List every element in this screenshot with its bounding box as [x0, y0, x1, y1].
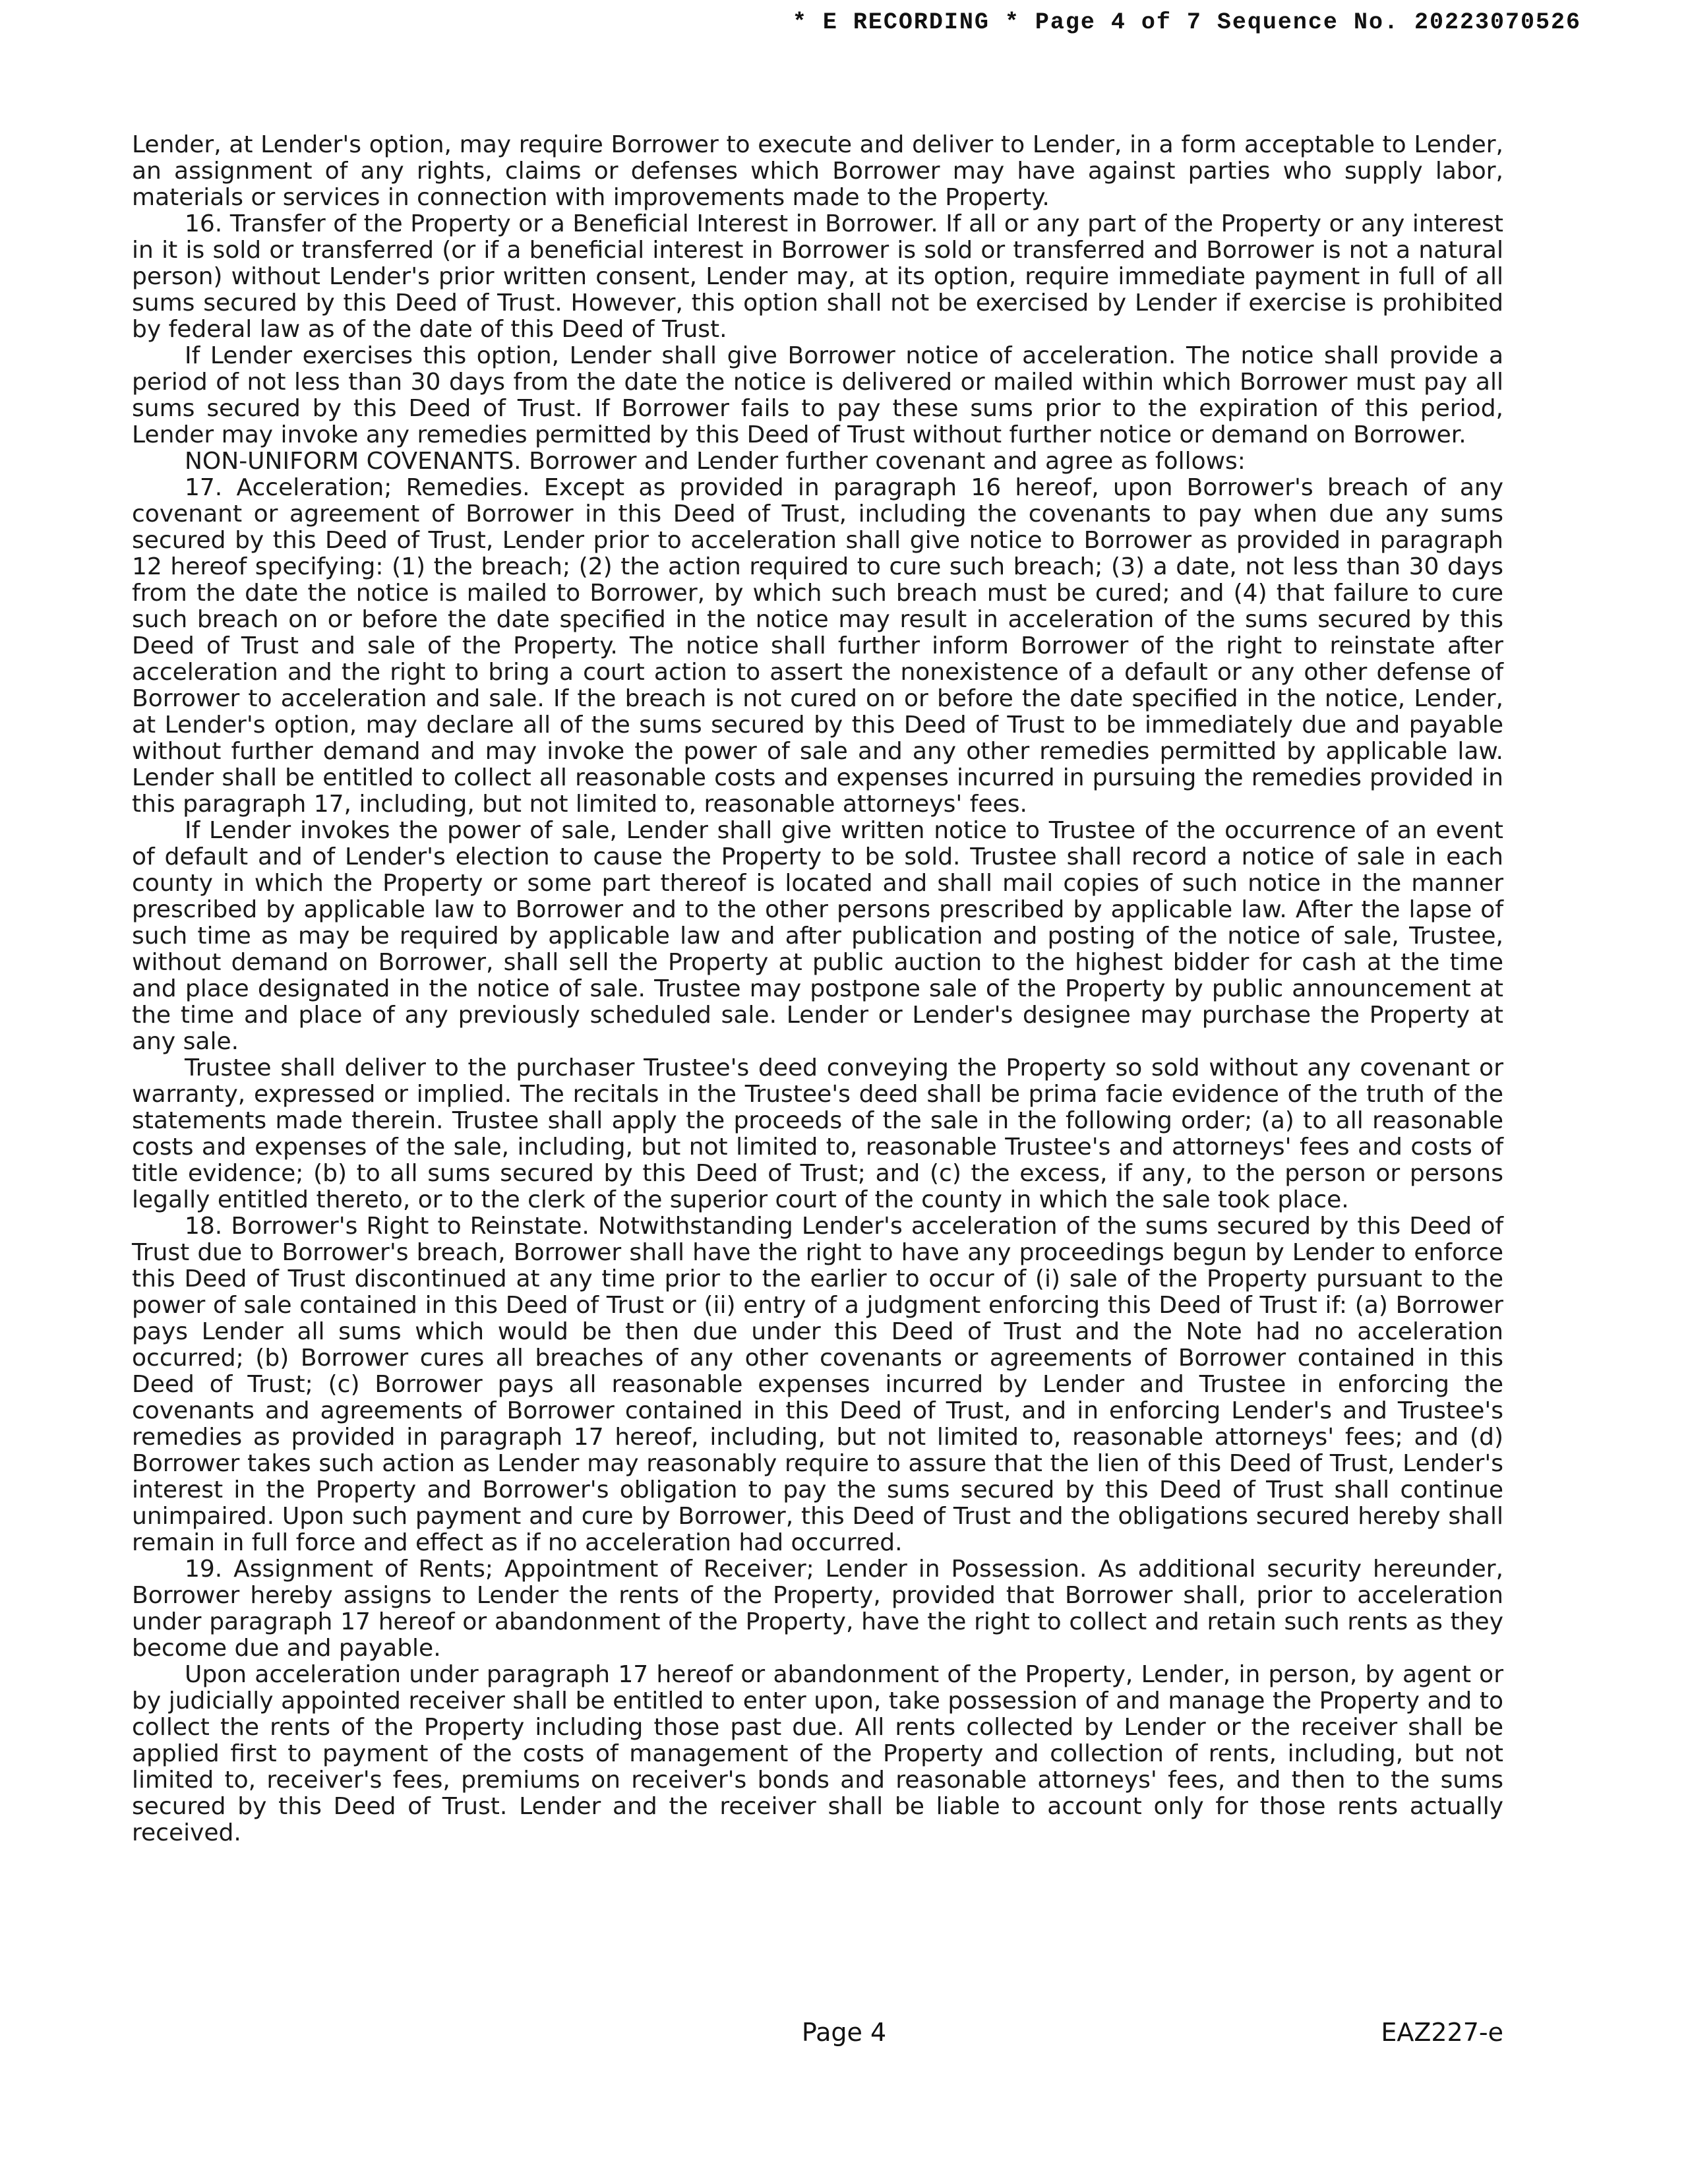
paragraph-text: Notwithstanding Lender's acceleration of the sums secured by this Deed of Trust due to Borrower's breach, Borrower shall have the right to have any proceedings begun by Lender to enforce this Deed of Trust discontinued at any time prior to the earlier to occur of (i) sale of the Property pursuant to the power of sale contained in this Deed of Trust or (ii) entry of a judgment enforcing this Deed of Trust if: (a) Borrower pays Lender all sums which would be then due under this Deed of Trust and the Note had no acceleration occurred; (b) Borrower cures all breaches of any other covenants or agreements of Borrower contained in this Deed of Trust; (c) Borrower pays all reasonable expenses incurred by Lender and Trustee in enforcing the covenants and agreements of Borrower contained in this Deed of Trust, and in enforcing Lender's and Trustee's remedies as provided in paragraph 17 hereof, including, but not limited to, reasonable attorneys' fees; and (d) Borrower takes such action as Lender may reasonably require to assure that the lien of this Deed of Trust, Lender's interest in the Property and Borrower's obligation to pay the sums secured by this Deed of Trust shall continue unimpaired. Upon such payment and cure by Borrower, this Deed of Trust and the obligations secured hereby shall remain in full force and effect as if no acceleration had occurred. — [132, 1213, 1504, 1556]
paragraph-text: Trustee shall deliver to the purchaser Trustee's deed conveying the Property so sold without any covenant or warranty, expressed or implied. The recitals in the Trustee's deed shall be prima facie evidence of the truth of the statements made therein. Trustee shall apply the proceeds of the sale in the following order; (a) to all reasonable costs and expenses of the sale, including, but not limited to, reasonable Trustee's and attorneys' fees and costs of title evidence; (b) to all sums secured by this Deed of Trust; and (c) the excess, if any, to the person or persons legally entitled thereto, or to the clerk of the superior court of the county in which the sale took place. — [132, 1054, 1503, 1213]
paragraph-heading: 19. Assignment of Rents; Appointment of Receiver; Lender in Possession. — [185, 1556, 1087, 1583]
document-body — [132, 132, 1503, 1846]
paragraph-heading: 16. Transfer of the Property or a Beneficial Interest in Borrower. — [185, 210, 938, 237]
paragraph-text: If Lender invokes the power of sale, Lender shall give written notice to Trustee of the occurrence of an event of default and of Lender's election to cause the Property to be sold. Trustee shall record a notice of sale in each county in which the Property or some part thereof is located and shall mail copies of such notice in the manner prescribed by applicable law to Borrower and to the other persons prescribed by applicable law. After the lapse of such time as may be required by applicable law and after publication and posting of the notice of sale, Trustee, without demand on Borrower, shall sell the Property at public auction to the highest bidder for cash at the time and place designated in the notice of sale. Trustee may postpone sale of the Property by public announcement at the time and place of any previously scheduled sale. Lender or Lender's designee may purchase the Property at any sale. — [132, 817, 1503, 1055]
paragraph-text: As additional security hereunder, Borrower hereby assigns to Lender the rents of the Property, provided that Borrower shall, prior to acceleration under paragraph 17 hereof or abandonment of the Property, have the right to collect and retain such rents as they become due and payable. — [132, 1556, 1503, 1662]
paragraph-power-of-sale — [132, 818, 1503, 1055]
paragraph-non-uniform-covenants — [132, 448, 1503, 475]
paragraph-text: Except as provided in paragraph 16 hereof, upon Borrower's breach of any covenant or agreement of Borrower in this Deed of Trust, including the covenants to pay when due any sums secured by this Deed of Trust, Lender prior to acceleration shall give notice to Borrower as provided in paragraph 12 hereof specifying: (1) the breach; (2) the action required to cure such breach; (3) a date, not less than 30 days from the date the notice is mailed to Borrower, by which such breach must be cured; and (4) that failure to cure such breach on or before the date specified in the notice may result in acceleration of the sums secured by this Deed of Trust and sale of the Property. The notice shall further inform Borrower of the right to reinstate after acceleration and the right to bring a court action to assert the nonexistence of a default or any other defense of Borrower to acceleration and sale. If the breach is not cured on or before the date specified in the notice, Lender, at Lender's option, may declare all of the sums secured by this Deed of Trust to be immediately due and payable without further demand and may invoke the power of sale and any other remedies permitted by applicable law. Lender shall be entitled to collect all reasonable costs and expenses incurred in pursuing the remedies provided in this paragraph 17, including, but not limited to, reasonable attorneys' fees. — [132, 474, 1503, 818]
paragraph-18-right-to-reinstate — [132, 1213, 1503, 1556]
paragraph-text: If Lender exercises this option, Lender shall give Borrower notice of acceleration. The notice shall provide a period of not less than 30 days from the date the notice is delivered or mailed within which Borrower must pay all sums secured by this Deed of Trust. If Borrower fails to pay these sums prior to the expiration of this period, Lender may invoke any remedies permitted by this Deed of Trust without further notice or demand on Borrower. — [132, 342, 1503, 448]
page-footer — [132, 2018, 1503, 2049]
paragraph-text: Upon acceleration under paragraph 17 hereof or abandonment of the Property, Lender, in person, by agent or by judicially appointed receiver shall be entitled to enter upon, take possession of and manage the Property and to collect the rents of the Property including those past due. All rents collected by Lender or the receiver shall be applied first to payment of the costs of management of the Property and collection of rents, including, but not limited to, receiver's fees, premiums on receiver's bonds and reasonable attorneys' fees, and then to the sums secured by this Deed of Trust. Lender and the receiver shall be liable to account only for those rents actually received. — [132, 1661, 1503, 1846]
paragraph-acceleration-notice — [132, 343, 1503, 448]
form-code: EAZ227-e — [1381, 2018, 1503, 2047]
paragraph-heading: 18. Borrower's Right to Reinstate. — [185, 1213, 589, 1240]
paragraph-16-transfer — [132, 211, 1503, 343]
paragraph-text: Lender, at Lender's option, may require Borrower to execute and deliver to Lender, in a form acceptable to Lender, an assignment of any rights, claims or defenses which Borrower may have against parties who supply labor, materials or services in connection with improvements made to the Property. — [132, 131, 1503, 211]
paragraph-continuation — [132, 132, 1503, 211]
page-number: Page 4 — [801, 2018, 887, 2047]
paragraph-trustee-deed — [132, 1055, 1503, 1213]
paragraph-heading: 17. Acceleration; Remedies. — [185, 474, 530, 501]
paragraph-19-assignment-of-rents — [132, 1556, 1503, 1662]
paragraph-17-acceleration-remedies — [132, 475, 1503, 818]
paragraph-rents-collection — [132, 1662, 1503, 1846]
paragraph-text: NON-UNIFORM COVENANTS. Borrower and Lender further covenant and agree as follows: — [185, 448, 1246, 475]
recording-header: * E RECORDING * Page 4 of 7 Sequence No. 20223070526 — [792, 9, 1581, 36]
paragraph-text: If all or any part of the Property or any interest in it is sold or transferred (or if a beneficial interest in Borrower is sold or transferred and Borrower is not a natural person) without Lender's prior written consent, Lender may, at its option, require immediate payment in full of all sums secured by this Deed of Trust. However, this option shall not be exercised by Lender if exercise is prohibited by federal law as of the date of this Deed of Trust. — [132, 210, 1503, 343]
